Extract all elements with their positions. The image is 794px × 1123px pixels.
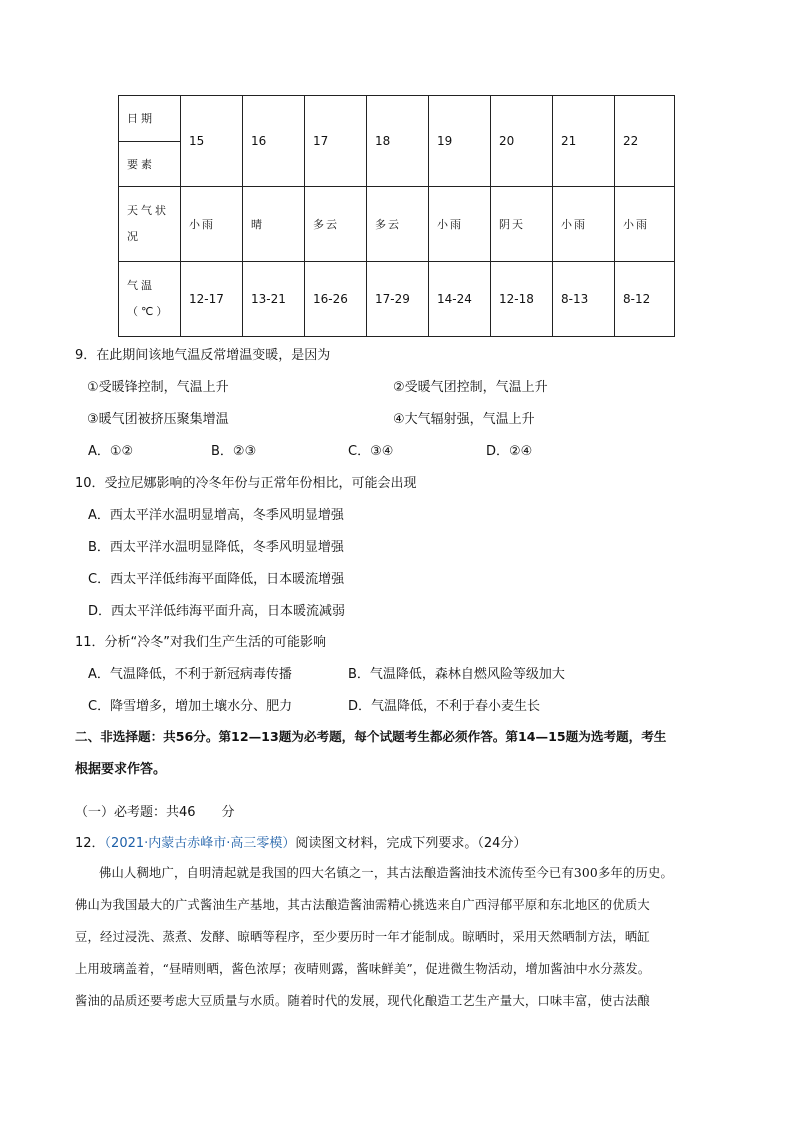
section-2-heading-line1: 二、非选择题：共56分。第12—13题为必考题，每个试题考生都必须作答。第14—15题为选考题，考生 <box>75 729 667 744</box>
q12-instruction: 阅读图文材料，完成下列要求。（24分） <box>295 836 527 851</box>
weather-cell: 小雨 <box>553 187 615 262</box>
date-cell: 18 <box>367 96 429 187</box>
part-1-heading: （一）必考题：共46 分 <box>75 805 235 820</box>
weather-table <box>118 95 675 337</box>
header-date-label: 日期 <box>127 112 155 126</box>
question-12-stem <box>75 832 526 851</box>
temperature-cell: 12-17 <box>181 262 243 337</box>
q10-option-c: C．西太平洋低纬海平面降低，日本暖流增强 <box>88 572 345 587</box>
header-element-label: 要素 <box>119 141 180 187</box>
q9-option-a: A．①② <box>88 444 134 459</box>
temperature-cell: 8-13 <box>553 262 615 337</box>
q9-option-b: B．②③ <box>211 444 257 459</box>
temperature-cell: 17-29 <box>367 262 429 337</box>
q9-statement-4: ④大气辐射强，气温上升 <box>393 412 535 427</box>
weather-cell: 小雨 <box>429 187 491 262</box>
table-row-temperature <box>119 262 675 337</box>
date-cell: 15 <box>181 96 243 187</box>
temperature-cell: 16-26 <box>305 262 367 337</box>
question-11-stem: 11．分析“冷冬”对我们生产生活的可能影响 <box>75 635 327 650</box>
date-cell: 21 <box>553 96 615 187</box>
table-row-dates <box>119 96 675 187</box>
date-cell: 20 <box>491 96 553 187</box>
temperature-cell: 8-12 <box>615 262 675 337</box>
q10-option-d: D．西太平洋低纬海平面升高，日本暖流减弱 <box>88 604 346 619</box>
q9-option-c: C．③④ <box>348 444 394 459</box>
date-cell: 22 <box>615 96 675 187</box>
q11-option-d: D．气温降低，不利于春小麦生长 <box>348 699 541 714</box>
section-2-heading-line2: 根据要求作答。 <box>75 762 167 777</box>
q11-option-a: A．气温降低，不利于新冠病毒传播 <box>88 667 292 682</box>
q9-statement-3: ③暖气团被挤压聚集增温 <box>87 412 229 427</box>
q9-statement-2: ②受暖气团控制，气温上升 <box>393 380 548 395</box>
q12-source: （2021·内蒙古赤峰市·高三零模） <box>104 836 296 851</box>
q9-option-d: D．②④ <box>486 444 533 459</box>
temperature-row-label: 气温 （℃） <box>119 262 181 337</box>
date-cell: 19 <box>429 96 491 187</box>
weather-cell: 多云 <box>367 187 429 262</box>
weather-cell: 小雨 <box>615 187 675 262</box>
temperature-cell: 14-24 <box>429 262 491 337</box>
date-cell: 16 <box>243 96 305 187</box>
temperature-cell: 12-18 <box>491 262 553 337</box>
q11-option-b: B．气温降低，森林自燃风险等级加大 <box>348 667 565 682</box>
q9-statement-1: ①受暖锋控制，气温上升 <box>87 380 229 395</box>
table-header-cell <box>119 96 181 187</box>
weather-cell: 阴天 <box>491 187 553 262</box>
q11-option-c: C．降雪增多，增加土壤水分、肥力 <box>88 699 293 714</box>
weather-cell: 小雨 <box>181 187 243 262</box>
temperature-cell: 13-21 <box>243 262 305 337</box>
weather-cell: 多云 <box>305 187 367 262</box>
date-cell: 17 <box>305 96 367 187</box>
question-10-stem: 10．受拉尼娜影响的冷冬年份与正常年份相比，可能会出现 <box>75 476 417 491</box>
passage-line: 豆，经过浸洗、蒸煮、发酵、晾晒等程序，至少要历时一年才能制成。晾晒时，采用天然晒制方法，晒缸 <box>75 930 650 944</box>
q10-option-a: A．西太平洋水温明显增高，冬季风明显增强 <box>88 508 344 523</box>
passage-line: 酱油的品质还要考虑大豆质量与水质。随着时代的发展，现代化酿造工艺生产量大，口味丰富，使古法酿 <box>75 994 650 1008</box>
weather-row-label: 天气状 况 <box>119 187 181 262</box>
weather-cell: 晴 <box>243 187 305 262</box>
table-row-weather <box>119 187 675 262</box>
passage-line: 上用玻璃盖着，“昼晴则晒，酱色浓厚；夜晴则露，酱味鲜美”，促进微生物活动，增加酱油中水分蒸发。 <box>75 962 651 976</box>
question-9-stem: 9．在此期间该地气温反常增温变暖，是因为 <box>75 348 331 363</box>
passage-line: 佛山人稠地广，自明清起就是我国的四大名镇之一，其古法酿造酱油技术流传至今已有300多年的历史。 <box>99 866 673 880</box>
passage-line: 佛山为我国最大的广式酱油生产基地，其古法酿造酱油需精心挑选来自广西浔郁平原和东北地区的优质大 <box>75 898 650 912</box>
q10-option-b: B．西太平洋水温明显降低，冬季风明显增强 <box>88 540 344 555</box>
q12-number: 12． <box>75 836 105 851</box>
